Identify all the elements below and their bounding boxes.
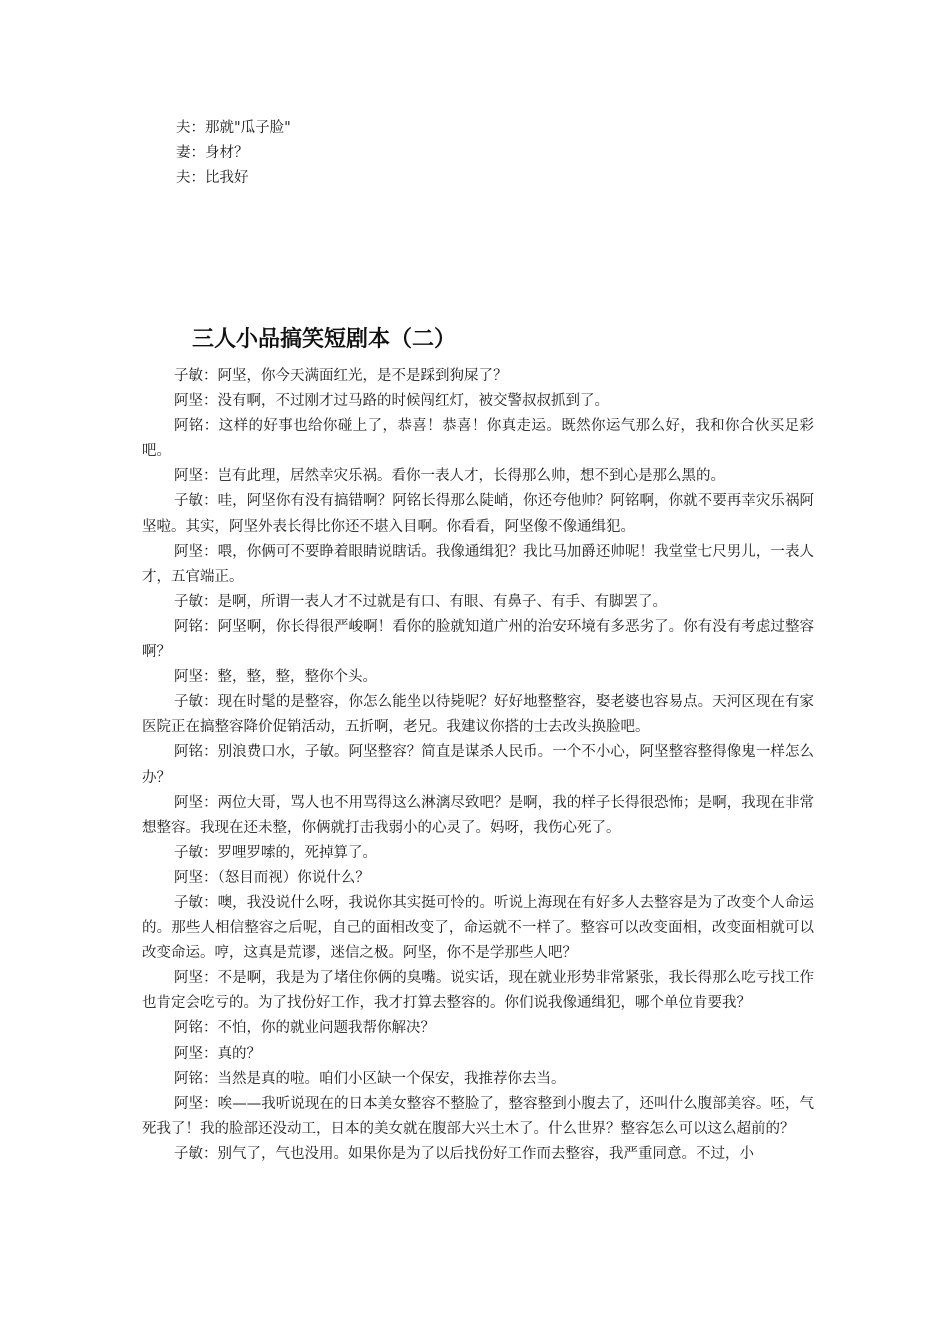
dialogue-paragraph: 阿坚：（怒目而视）你说什么？ [174, 869, 370, 886]
dialogue-paragraph: 阿铭：当然是真的啦。咱们小区缺一个保安，我推荐你去当。 [174, 1070, 566, 1087]
dialogue-paragraph: 阿坚：没有啊，不过刚才过马路的时候闯红灯，被交警叔叔抓到了。 [174, 393, 609, 410]
dialogue-paragraph: 子敏：别气了，气也没用。如果你是为了以后找份好工作而去整容，我严重同意。不过，小 [174, 1145, 754, 1162]
dialogue-paragraph: 子敏：是啊，所谓一表人才不过就是有口、有眼、有鼻子、有手、有脚罢了。 [174, 593, 667, 610]
dialogue-paragraph: 阿坚：不是啊，我是为了堵住你俩的臭嘴。说实话，现在就业形势非常紧张，我长得那么吃亏找工作也肯定会吃亏的。为了找份好工作，我才打算去整容的。你们说我像通缉犯，哪个单位肯要我？ [142, 970, 814, 1012]
dialogue-paragraph: 子敏：阿坚，你今天满面红光，是不是踩到狗屎了？ [174, 368, 508, 384]
dialogue-paragraph: 子敏：哇，阿坚你有没有搞错啊？阿铭长得那么陡峭，你还夸他帅？阿铭啊，你就不要再幸灾乐祸阿坚啦。其实，阿坚外表长得比你还不堪入目啊。你看看，阿坚像不像通缉犯。 [142, 493, 814, 535]
dialogue-paragraph: 子敏：罗哩罗嗦的，死掉算了。 [174, 844, 377, 861]
dialogue-paragraph: 阿铭：阿坚啊，你长得很严峻啊！看你的脸就知道广州的治安环境有多恶劣了。你有没有考虑过整容啊？ [142, 618, 814, 661]
previous-dialogue [176, 116, 816, 191]
dialogue-line: 妻：身材？ [176, 145, 249, 161]
dialogue-paragraph: 阿铭：不怕，你的就业问题我帮你解决？ [174, 1020, 435, 1037]
dialogue-paragraph: 阿铭：别浪费口水，子敏。阿坚整容？简直是谋杀人民币。一个不小心，阿坚整容整得像鬼一样怎么办？ [142, 744, 814, 786]
dialogue-paragraph: 子敏：现在时髦的是整容，你怎么能坐以待毙呢？好好地整整容，娶老婆也容易点。天河区现在有家医院正在搞整容降价促销活动，五折啊，老兄。我建议你搭的士去改头换脸吧。 [142, 694, 814, 736]
dialogue-paragraph: 阿坚：两位大哥，骂人也不用骂得这么淋漓尽致吧？是啊，我的样子长得很恐怖；是啊，我现在非常想整容。我现在还未整，你俩就打击我弱小的心灵了。妈呀，我伤心死了。 [142, 794, 814, 836]
dialogue-line: 夫：比我好 [176, 170, 249, 186]
script-title: 三人小品搞笑短剧本（二） [192, 327, 457, 352]
dialogue-paragraph: 阿坚：喂，你俩可不要睁着眼睛说瞎话。我像通缉犯？我比马加爵还帅呢！我堂堂七尺男儿，一表人才，五官端正。 [142, 543, 814, 585]
dialogue-paragraph: 阿坚：岂有此理，居然幸灾乐祸。看你一表人才，长得那么帅，想不到心是那么黑的。 [174, 468, 725, 485]
dialogue-paragraph: 阿坚：真的？ [174, 1045, 261, 1062]
dialogue-paragraph: 子敏：噢，我没说什么呀，我说你其实挺可怜的。听说上海现在有好多人去整容是为了改变个人命运的。那些人相信整容之后呢，自己的面相改变了，命运就不一样了。整容可以改变面相，改变面相就可以改变命运。哼，这真是荒谬，迷信之极。阿坚，你不是学那些人吧？ [142, 894, 814, 962]
dialogue-paragraph: 阿坚：唉——我听说现在的日本美女整容不整脸了，整容整到小腹去了，还叫什么腹部美容。呸，气死我了！我的脸部还没动工，日本的美女就在腹部大兴土木了。什么世界？整容怎么可以这么超前的？ [142, 1095, 814, 1137]
dialogue-paragraph: 阿坚：整，整，整，整你个头。 [174, 669, 377, 686]
script-body [142, 364, 814, 1167]
dialogue-paragraph: 阿铭：这样的好事也给你碰上了，恭喜！恭喜！你真走运。既然你运气那么好，我和你合伙买足彩吧。 [142, 418, 814, 460]
dialogue-line: 夫：那就"瓜子脸" [176, 120, 291, 136]
